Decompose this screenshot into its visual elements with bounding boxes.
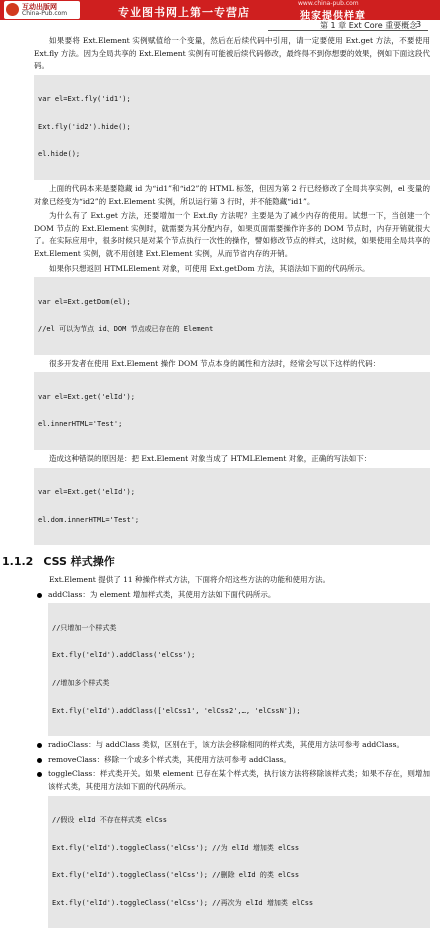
paragraph: 如果要将 Ext.Element 实例赋值给一个变量，然后在后续代码中引用，请一定要使用 Ext.get 方法，不要使用 Ext.fly 方法。因为全局共享的 Ext.Element 实例有可能被后续代码修改，最终得不到你想要的效果，例如下面这段代码。: [34, 36, 430, 71]
code-block: [34, 75, 430, 180]
list-item-text: toggleClass：样式类开关。如果 element 已存在某个样式类，执行该方法将移除该样式类；如果不存在，则增加该样式类，其使用方法如下面的代码所示。: [48, 769, 430, 792]
code-block: [48, 796, 430, 929]
list-item: [34, 739, 430, 752]
header-rule: [268, 30, 428, 31]
code-line: Ext.fly('elId').toggleClass('elCss'); //为 elId 增加类 elCss: [52, 843, 300, 852]
logo[interactable]: [4, 1, 80, 19]
code-line: Ext.fly('elId').toggleClass('elCss'); //删除 elId 的类 elCss: [52, 871, 300, 880]
paragraph: Ext.Element 提供了 11 种操作样式方法，下面将介绍这些方法的功能和使用方法。: [49, 575, 331, 585]
list-item: [34, 768, 430, 793]
list-item: [34, 589, 430, 602]
banner-site-url: www.china-pub.com: [298, 0, 359, 7]
code-block: [48, 603, 430, 736]
code-line: el.innerHTML='Test';: [38, 420, 123, 429]
list-item-text: radioClass：与 addClass 类似，区别在于，该方法会移除相同的样式类，其使用方法可参考 addClass。: [48, 740, 404, 750]
code-line: Ext.fly('elId').addClass(['elCss1', 'elCss2',…, 'elCssN']);: [52, 706, 301, 715]
section-heading: [2, 553, 430, 569]
code-line: el.dom.innerHTML='Test';: [38, 515, 140, 524]
code-block: [34, 468, 430, 546]
list-item-text: removeClass：移除一个或多个样式类，其使用方法可参考 addClass。: [48, 754, 291, 764]
paragraph: 上面的代码本来是要隐藏 id 为“id1”和“id2”的 HTML 标签，但因为第 2 行已经修改了全局共享实例，el 变量的对象已经变为“id2”的 Ext.Element 实例，所以运行第 3 行时，并不能隐藏“id1”。: [34, 184, 430, 206]
bullet-icon: [37, 743, 42, 748]
code-line: //假设 elId 不存在样式类 elCss: [52, 816, 168, 825]
bullet-icon: [37, 593, 42, 598]
code-block: [34, 372, 430, 450]
paragraph: 为什么有了 Ext.get 方法，还要增加一个 Ext.fly 方法呢？主要是为了减少内存的使用。试想一下，当创建一个 DOM 节点的 Ext.Element 实例时，就需要为其分配内存，如果页面需要操作许多的 DOM 节点时，内存开销就很大了。在实际应用中，很多时候只是对某个节点执行一次性的操作，譬如修改节点的样式，这时候，如果使用全局共享的 Ext.Element 实例，就不用创建 Ext.Element 实例，从而节省内存的开销。: [34, 211, 430, 258]
code-line: //增加多个样式类: [52, 679, 110, 688]
bullet-icon: [37, 758, 42, 763]
code-line: Ext.fly('elId').addClass('elCss');: [52, 651, 196, 660]
list-item-text: addClass：为 element 增加样式类，其使用方法如下面代码所示。: [48, 589, 276, 599]
banner-exclusive: 独家提供样章: [300, 11, 366, 22]
page-body: [2, 35, 430, 931]
top-banner: [0, 0, 440, 20]
page-number: 3: [416, 20, 422, 29]
code-block: [34, 277, 430, 355]
code-line: Ext.fly('id2').hide();: [38, 122, 131, 131]
code-line: //el 可以为节点 id、DOM 节点或已存在的 Element: [38, 325, 214, 334]
logo-site: China-Pub.com: [22, 10, 68, 17]
logo-mark-icon: [6, 3, 19, 16]
logo-name: 互动出版网: [22, 3, 57, 11]
code-line: //只增加一个样式类: [52, 623, 117, 632]
paragraph: 造成这种错误的原因是：把 Ext.Element 对象当成了 HTMLElement 对象，正确的写法如下：: [49, 454, 372, 464]
running-head: 第 1 章 Ext Core 重要概念: [320, 21, 418, 30]
code-line: var el=Ext.get('elId');: [38, 392, 135, 401]
paragraph: 如果你只想返回 HTMLElement 对象，可使用 Ext.getDom 方法，其语法如下面的代码所示。: [49, 263, 370, 273]
code-line: var el=Ext.getDom(el);: [38, 297, 131, 306]
paragraph: 很多开发者在使用 Ext.Element 操作 DOM 节点本身的属性和方法时，经常会写以下这样的代码：: [49, 358, 381, 368]
code-line: el.hide();: [38, 150, 81, 159]
section-title: CSS 样式操作: [43, 555, 115, 569]
list-item: [34, 754, 430, 767]
code-line: var el=Ext.get('elId');: [38, 488, 135, 497]
section-number: 1.1.2: [2, 555, 34, 569]
banner-slogan: 专业图书网上第一专营店: [118, 6, 250, 19]
code-line: var el=Ext.fly('id1');: [38, 95, 131, 104]
bullet-icon: [37, 772, 42, 777]
code-line: Ext.fly('elId').toggleClass('elCss'); //再次为 elId 增加类 elCss: [52, 898, 314, 907]
